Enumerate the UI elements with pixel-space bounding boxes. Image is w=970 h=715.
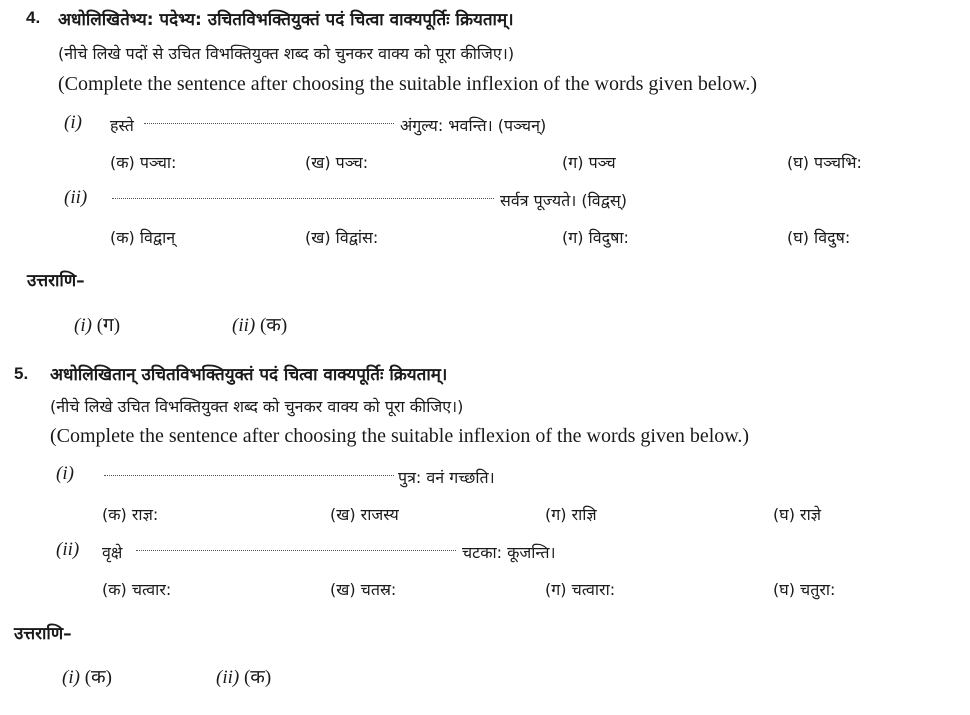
option-text: राज्ञे [800,505,821,524]
item-suffix: सर्वत्र पूज्यते। (विद्वस्) [500,191,627,210]
answer-value: (क) [84,667,112,688]
option-text: राज्ञि [571,505,597,524]
option-text: चत्वारा: [571,580,616,599]
option-key: (ग) [545,580,567,599]
instruction-english: (Complete the sentence after choosing the suitable inflexion of the words given below.) [58,73,758,95]
item-suffix: चटका: कूजन्ति। [462,543,556,562]
option [787,151,862,173]
option-key: (क) [102,505,127,524]
answer-value: (क) [243,667,272,688]
option-text: विद्वांस: [335,228,379,247]
option-key: (घ) [773,580,795,599]
option-text: विदुष: [814,228,851,247]
option-text: राजस्य [360,505,399,524]
option-key: (घ) [773,505,795,524]
option-text: चत्वार: [131,580,172,599]
option-key: (घ) [787,228,809,247]
answer [232,311,287,337]
option [110,226,175,248]
item-label: (i) [64,112,82,133]
instruction-english: (Complete the sentence after choosing the suitable inflexion of the words given below.) [50,425,750,447]
option-text: राज्ञ: [131,505,159,524]
item-prefix: वृक्षे [102,543,123,562]
answer [74,311,120,337]
option [330,503,399,525]
question-number: 5. [14,364,29,383]
item-label: (i) [56,463,74,484]
answer [62,663,112,689]
option-key: (ग) [562,228,584,247]
option-key: (क) [110,153,135,172]
question-number: 4. [26,8,41,27]
option-key: (क) [110,228,135,247]
option-key: (घ) [787,153,809,172]
option [110,151,176,173]
option-text: पञ्च: [335,153,369,172]
option-key: (ख) [305,153,331,172]
item-label: (ii) [64,187,88,208]
option-text: चतुरा: [800,580,836,599]
blank-line [112,197,494,199]
blank-line [136,549,456,551]
blank-line [104,474,394,476]
option-key: (ख) [330,505,356,524]
answer-label: (ii) [216,667,240,688]
answer-label: (i) [62,667,80,688]
instruction-hindi: (नीचे लिखे उचित विभक्तियुक्त शब्द को चुनकर वाक्य को पूरा कीजिए।) [50,397,464,416]
option [787,226,850,248]
question-heading: अधोलिखितेभ्य: पदेभ्य: उचितविभक्तियुक्तं पदं चित्वा वाक्यपूर्तिः क्रियताम्। [58,10,514,30]
option-key: (क) [102,580,127,599]
option-text: विदुषा: [588,228,629,247]
answer [216,663,271,689]
option [545,503,597,525]
option [305,151,368,173]
question-heading: अधोलिखितान् उचितविभक्तियुक्तं पदं चित्वा वाक्यपूर्तिः क्रियताम्। [50,365,448,385]
answers-heading: उत्तराणि– [27,271,85,291]
option [102,503,158,525]
option-text: पञ्चा: [139,153,177,172]
option [562,151,616,173]
option [305,226,378,248]
blank-line [144,122,394,124]
option-key: (ग) [562,153,584,172]
option-text: चतस्र: [360,580,397,599]
instruction-hindi: (नीचे लिखे पदों से उचित विभक्तियुक्त शब्द को चुनकर वाक्य को पूरा कीजिए।) [58,44,515,63]
option [330,578,396,600]
option-key: (ग) [545,505,567,524]
item-suffix: पुत्र: वनं गच्छति। [398,468,495,487]
option-text: विद्वान् [139,228,176,247]
option-key: (ख) [305,228,331,247]
option [545,578,615,600]
item-label: (ii) [56,539,80,560]
option [562,226,629,248]
option-text: पञ्चभि: [814,153,862,172]
item-suffix: अंगुल्य: भवन्ति। (पञ्चन्) [400,116,547,135]
answer-value: (ग) [96,315,121,336]
option [773,503,821,525]
answer-value: (क) [259,315,288,336]
answers-heading: उत्तराणि– [14,624,72,644]
answer-label: (ii) [232,315,256,336]
option [102,578,171,600]
option-text: पञ्च [588,153,616,172]
item-prefix: हस्ते [110,116,134,135]
option [773,578,835,600]
answer-label: (i) [74,315,92,336]
option-key: (ख) [330,580,356,599]
